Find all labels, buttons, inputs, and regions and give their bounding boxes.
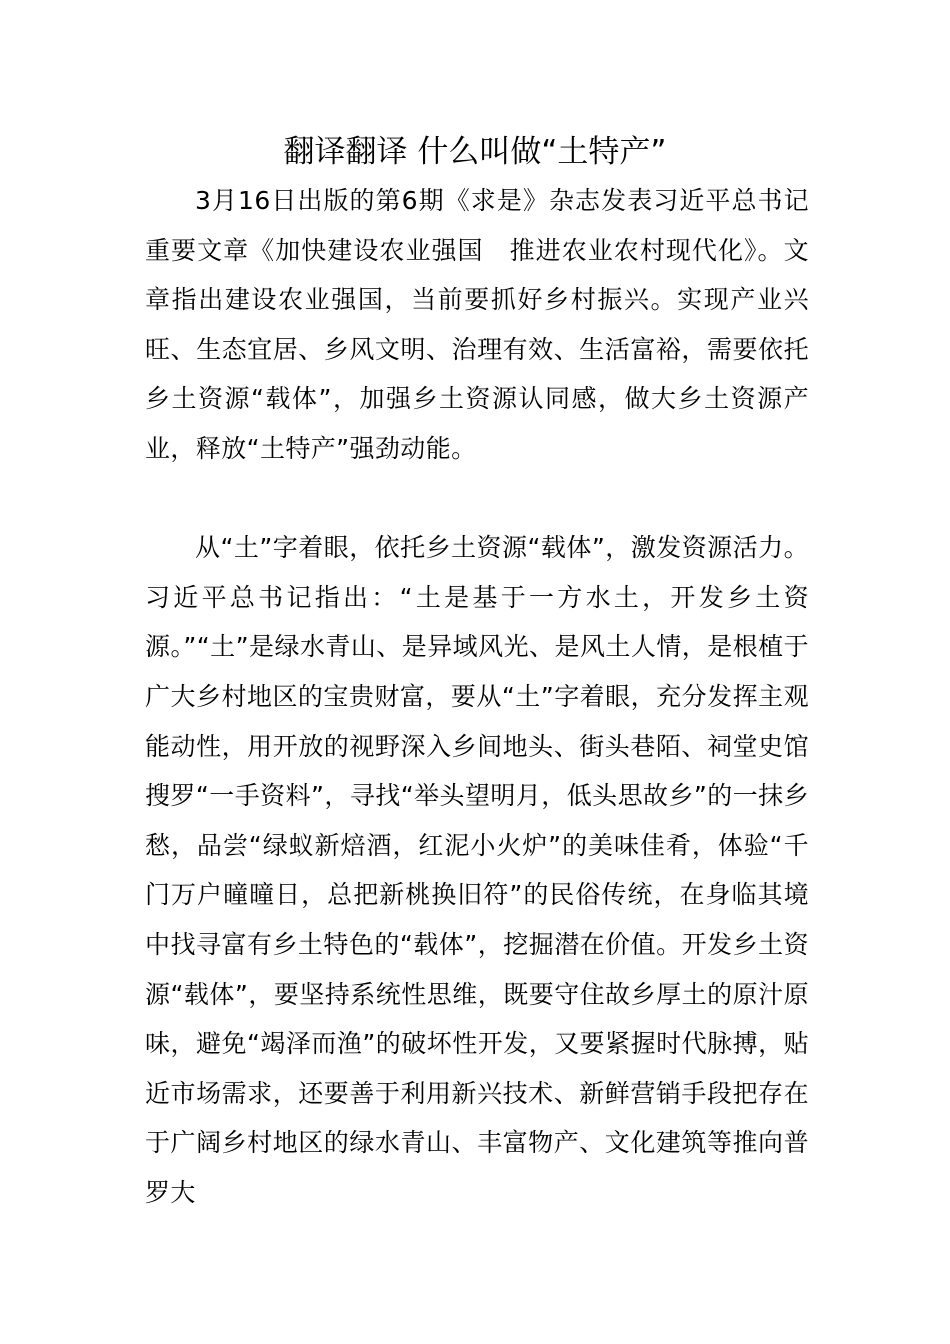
- document-title: 翻译翻译 什么叫做“土特产”: [283, 134, 667, 170]
- paragraph-gap: [145, 474, 809, 524]
- paragraph-intro: 3月16日出版的第6期《求是》杂志发表习近平总书记重要文章《加快建设农业强国 推进农业农村现代化》。文章指出建设农业强国，当前要抓好乡村振兴。实现产业兴旺、生态宜居、乡风文明、治理有效、生活富裕，需要依托乡土资源“载体”，加强乡土资源认同感，做大乡土资源产业，释放“土特产”强劲动能。: [145, 186, 809, 463]
- document-body: [145, 176, 809, 1217]
- paragraph-tu: 从“土”字着眼，依托乡土资源“载体”，激发资源活力。习近平总书记指出：“土是基于一方水土，开发乡土资源。”“土”是绿水青山、是异域风光、是风土人情，是根植于广大乡村地区的宝贵财富，要从“土”字着眼，充分发挥主观能动性，用开放的视野深入乡间地头、街头巷陌、祠堂史馆搜罗“一手资料”，寻找“举头望明月，低头思故乡”的一抹乡愁，品尝“绿蚁新焙酒，红泥小火炉”的美味佳肴，体验“千门万户曈曈日，总把新桃换旧符”的民俗传统，在身临其境中找寻富有乡土特色的“载体”，挖掘潜在价值。开发乡土资源“载体”，要坚持系统性思维，既要守住故乡厚土的原汁原味，避免“竭泽而渔”的破坏性开发，又要紧握时代脉搏，贴近市场需求，还要善于利用新兴技术、新鲜营销手段把存在于广阔乡村地区的绿水青山、丰富物产、文化建筑等推向普罗大: [145, 533, 809, 1207]
